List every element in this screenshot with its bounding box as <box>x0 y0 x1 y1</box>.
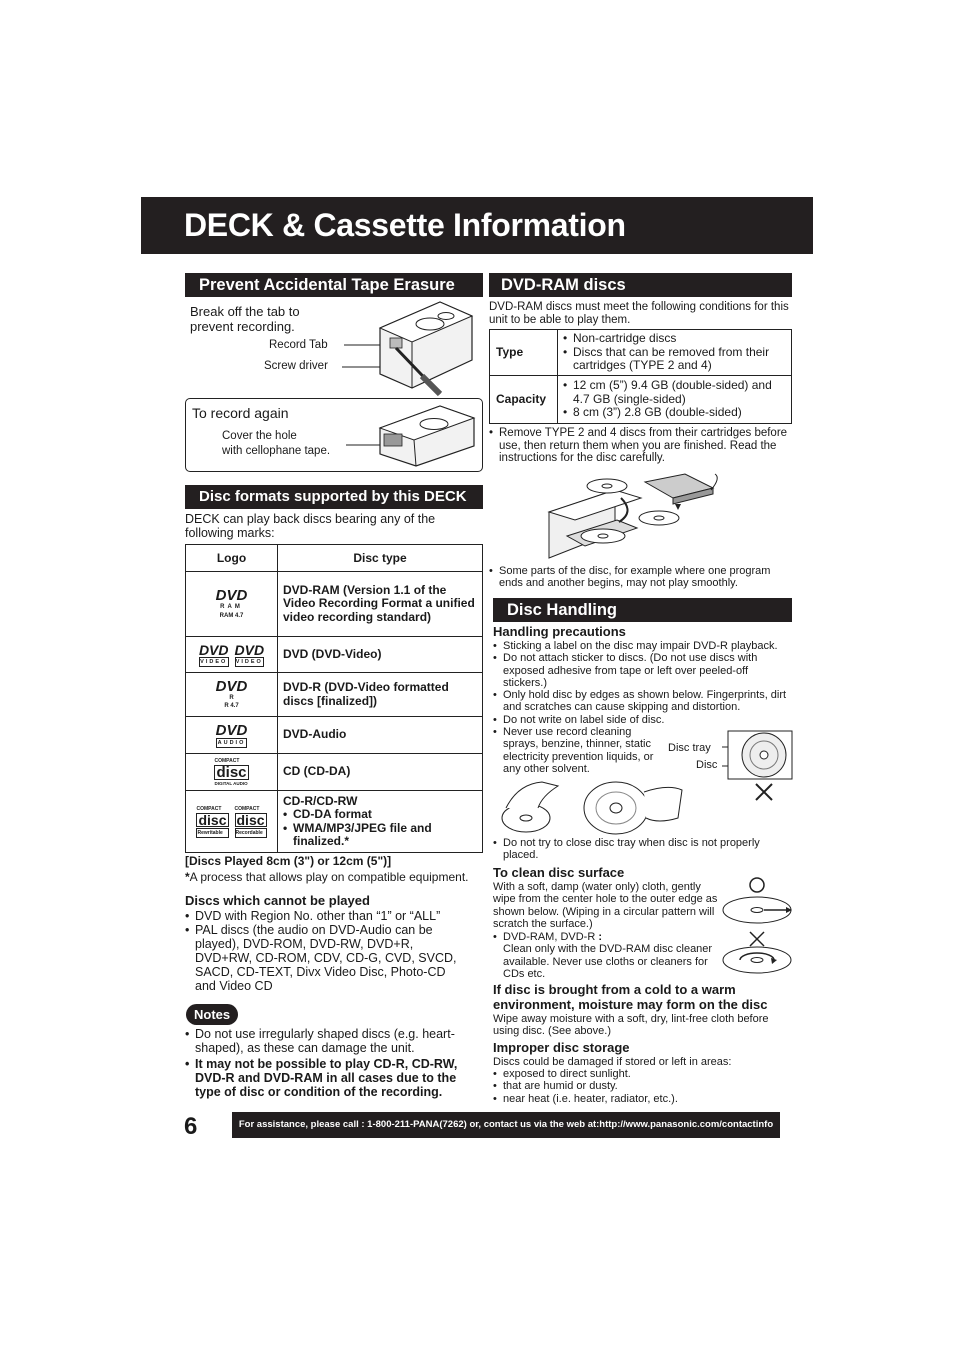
cartridge-removal-illustration <box>545 472 725 562</box>
disc-type-dvd-audio: DVD-Audio <box>278 717 483 754</box>
notes-list <box>185 1027 482 1099</box>
list-item: • exposed to direct sunlight. <box>493 1068 791 1080</box>
cd-da-logo: COMPACT disc DIGITAL AUDIO <box>186 754 278 791</box>
list-item: • 12 cm (5”) 9.4 GB (double-sided) and 4.7 GB (single-sided) <box>563 379 786 406</box>
list-item: • Non-cartridge discs <box>563 332 786 346</box>
disc-handling-header: Disc Handling <box>493 598 792 622</box>
list-item: • PAL discs (the audio on DVD-Audio can be played), DVD-ROM, DVD-RW, DVD+R, DVD+RW, CD-ROM, CDV, CD-G, CVD, SVCD, SACD, CD-TEXT, Divx Video Disc, Photo-CD and Video CD <box>185 923 465 993</box>
hold-disc-by-edges-illustration <box>498 778 688 838</box>
list-item: • It may not be possible to play CD-R, CD-RW, DVD-R and DVD-RAM in all cases due to the type of disc or condition of the recording. <box>185 1057 482 1099</box>
list-item: • WMA/MP3/JPEG file and finalized.* <box>283 822 477 848</box>
cannot-play-title: Discs which cannot be played <box>185 893 370 908</box>
disc-tray-illustration <box>720 728 794 806</box>
cassette-tape-cover-illustration <box>344 402 480 468</box>
dvd-ram-header: DVD-RAM discs <box>489 273 792 297</box>
disc-label: Disc <box>696 759 718 771</box>
disc-type-dvd-ram: DVD-RAM (Version 1.1 of the Video Recording Format a unified video recording standard) <box>278 572 483 637</box>
cold-environment-text: Wipe away moisture with a soft, dry, lint-free cloth before using disc. (See above.) <box>493 1013 769 1038</box>
capacity-label: Capacity <box>490 376 558 424</box>
record-tab-label: Record Tab <box>269 339 328 351</box>
type-label: Type <box>490 330 558 376</box>
tray-close-note <box>493 837 791 862</box>
screw-driver-label: Screw driver <box>264 360 328 372</box>
smooth-play-note <box>489 565 792 590</box>
list-item: • DVD-RAM, DVD-R : Clean only with the DVD-RAM disc cleaner available. Never use cloths or cleaners for CDs etc. <box>493 931 719 980</box>
page-number: 6 <box>184 1113 198 1140</box>
cd-r-rw-logo: COMPACT disc Rewritable COMPACT disc Recordable <box>186 791 278 853</box>
clean-disc-list <box>493 931 719 980</box>
table-row <box>490 330 792 376</box>
table-row <box>490 376 792 424</box>
page-title: DECK & Cassette Information <box>141 197 813 254</box>
cover-hole-text: Cover the hole with cellophane tape. <box>222 430 331 457</box>
dvd-ram-intro: DVD-RAM discs must meet the following conditions for this unit to be able to play them. <box>489 301 789 326</box>
disc-type-cd-da: CD (CD-DA) <box>278 754 483 791</box>
list-item: • that are humid or dusty. <box>493 1080 791 1092</box>
disc-sizes-note: [Discs Played 8cm (3") or 12cm (5")] <box>185 854 392 868</box>
remove-cartridge-note <box>489 427 792 465</box>
assistance-bar: For assistance, please call : 1-800-211-PANA(7262) or, contact us via the web at:http://www.panasonic.com/contactinfo <box>232 1112 780 1138</box>
disc-formats-intro: DECK can play back discs bearing any of the following marks: <box>185 512 436 540</box>
table-row <box>186 673 483 717</box>
table-row <box>186 717 483 754</box>
improper-storage-list <box>493 1068 791 1105</box>
list-item: • Do not attach sticker to discs. (Do not use discs with exposed adhesive from tape or left over peeled-off stickers.) <box>493 652 791 689</box>
dvd-r-logo: DVD R R 4.7 <box>186 673 278 717</box>
table-row <box>186 572 483 637</box>
col-logo-header: Logo <box>186 545 278 572</box>
dvd-ram-logo: DVD RAM RAM 4.7 <box>186 572 278 637</box>
disc-type-dvd-video: DVD (DVD-Video) <box>278 637 483 673</box>
table-row <box>186 791 483 853</box>
list-item: • Only hold disc by edges as shown below. Fingerprints, dirt and scratches can cause skipping and distortion. <box>493 689 791 714</box>
cannot-play-list <box>185 909 465 993</box>
list-item: • Some parts of the disc, for example where one program ends and another begins, may not play smoothly. <box>489 565 792 590</box>
clean-disc-title: To clean disc surface <box>493 865 625 880</box>
tape-erasure-header: Prevent Accidental Tape Erasure <box>185 273 483 297</box>
list-item: • Remove TYPE 2 and 4 discs from their cartridges before use, then return them when you are finished. Read the instructions for the disc carefully. <box>489 427 792 465</box>
table-row <box>186 754 483 791</box>
wipe-direction-illustration <box>720 876 794 976</box>
improper-storage-title: Improper disc storage <box>493 1040 630 1055</box>
dvd-video-logo: DVD VIDEO DVD VIDEO <box>186 637 278 673</box>
cassette-break-tab-illustration <box>340 298 482 398</box>
list-item: • near heat (i.e. heater, radiator, etc.). <box>493 1093 791 1105</box>
disc-tray-label: Disc tray <box>668 742 711 754</box>
dvd-audio-logo: DVD AUDIO <box>186 717 278 754</box>
improper-storage-intro: Discs could be damaged if stored or left in areas: <box>493 1056 732 1068</box>
cold-environment-title: If disc is brought from a cold to a warm environment, moisture may form on the disc <box>493 982 768 1012</box>
disc-type-dvd-r: DVD-R (DVD-Video formatted discs [finalized]) <box>278 673 483 717</box>
cd-r-rw-title: CD-R/CD-RW <box>283 794 358 809</box>
disc-formats-table <box>185 544 483 853</box>
list-item: • DVD with Region No. other than “1” or “ALL” <box>185 909 465 923</box>
list-item: • Do not use irregularly shaped discs (e.g. heart-shaped), as these can damage the unit. <box>185 1027 482 1055</box>
asterisk-note: *A process that allows play on compatible equipment. <box>185 870 469 884</box>
list-item: • Do not try to close disc tray when disc is not properly placed. <box>493 837 791 862</box>
list-item: • Sticking a label on the disc may impair DVD-R playback. <box>493 640 791 652</box>
record-again-title: To record again <box>192 405 289 421</box>
list-item: • CD-DA format <box>283 808 477 821</box>
disc-formats-header: Disc formats supported by this DECK <box>185 485 483 509</box>
handling-precautions-title: Handling precautions <box>493 624 626 639</box>
col-disc-type-header: Disc type <box>278 545 483 572</box>
list-item: • Do not write on label side of disc. <box>493 714 791 726</box>
clean-disc-text: With a soft, damp (water only) cloth, gently wipe from the center hole to the outer edge as shown below. (Wiping in a circular pattern will scratch the surface.) <box>493 881 718 930</box>
table-row <box>186 637 483 673</box>
list-item: • Never use record cleaning sprays, benzine, thinner, static electricity prevention liquids, or any other solvent. <box>493 726 663 775</box>
disc-type-cd-r-rw <box>278 791 483 853</box>
dvd-ram-conditions-table <box>489 329 792 424</box>
tape-instruction: Break off the tab to prevent recording. <box>190 304 300 334</box>
list-item: • 8 cm (3”) 2.8 GB (double-sided) <box>563 406 786 420</box>
notes-badge: Notes <box>186 1004 238 1025</box>
list-item: • Discs that can be removed from their cartridges (TYPE 2 and 4) <box>563 346 786 373</box>
